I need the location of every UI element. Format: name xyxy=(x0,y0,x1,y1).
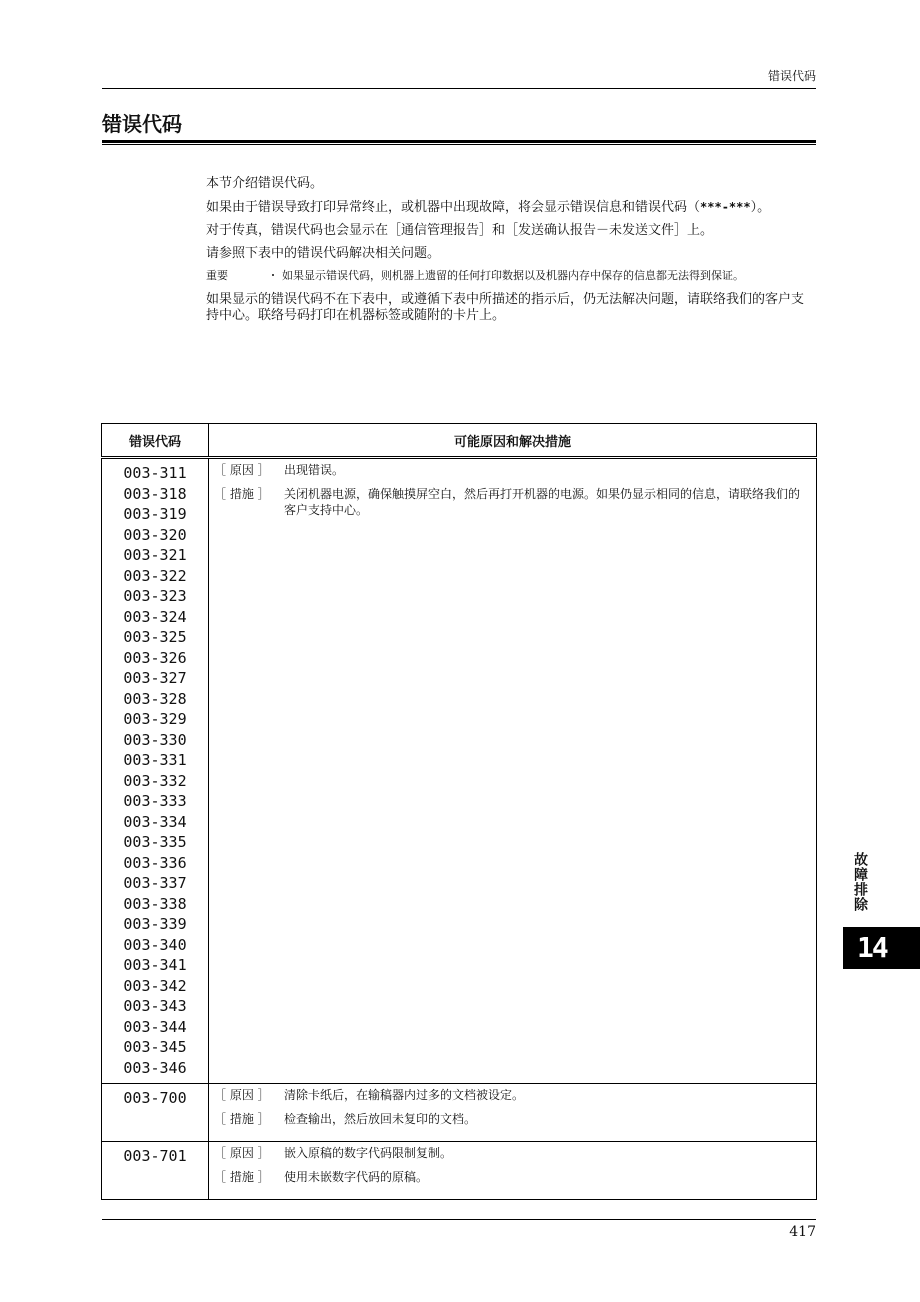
bullet-icon: ・ xyxy=(267,269,279,282)
error-code: 003-339 xyxy=(123,915,187,933)
error-code: 003-333 xyxy=(123,792,187,810)
action-text: 使用未嵌数字代码的原稿。 xyxy=(284,1170,429,1184)
error-code: 003-328 xyxy=(123,689,187,708)
error-code: 003-343 xyxy=(123,997,187,1015)
cause-text: 嵌入原稿的数字代码限制复制。 xyxy=(284,1146,453,1160)
table-row xyxy=(102,1142,817,1200)
intro-paragraph: 请参照下表中的错误代码解决相关问题。 xyxy=(206,246,441,261)
action-line xyxy=(214,1111,810,1127)
note-label: 重要 xyxy=(206,269,228,282)
error-code: 003-336 xyxy=(123,853,187,872)
chapter-tab xyxy=(843,927,920,969)
error-code: 003-321 xyxy=(123,546,187,564)
cause-tag: ［ 原因 ］ xyxy=(214,1146,270,1160)
table-row xyxy=(102,1084,817,1142)
title-divider xyxy=(102,144,816,145)
error-code: 003-700 xyxy=(123,1089,187,1107)
error-code: 003-335 xyxy=(123,833,187,851)
error-code: 003-331 xyxy=(123,751,187,769)
error-code: 003-346 xyxy=(123,1058,187,1077)
error-code: 003-329 xyxy=(123,710,187,728)
page-number: 417 xyxy=(789,1224,816,1240)
error-code-cell xyxy=(102,1142,209,1200)
error-code: 003-326 xyxy=(123,648,187,667)
error-code: 003-323 xyxy=(123,587,187,605)
cause-text: 清除卡纸后，在输稿器内过多的文档被设定。 xyxy=(284,1088,525,1102)
chapter-number: 14 xyxy=(857,931,887,964)
cause-line xyxy=(214,1145,810,1161)
error-code-table xyxy=(101,423,817,1200)
error-code: 003-330 xyxy=(123,730,187,749)
error-code: 003-318 xyxy=(123,484,187,503)
intro-paragraph: 本节介绍错误代码。 xyxy=(206,176,324,191)
error-code: 003-341 xyxy=(123,956,187,974)
error-code: 003-319 xyxy=(123,505,187,523)
intro-paragraph: 如果显示的错误代码不在下表中，或遵循下表中所描述的指示后，仍无法解决问题，请联络我们的客户支持中心。联络号码打印在机器标签或随附的卡片上。 xyxy=(206,292,805,323)
action-tag: ［ 措施 ］ xyxy=(214,1112,270,1126)
page-title: 错误代码 xyxy=(102,110,816,143)
error-code: 003-342 xyxy=(123,976,187,995)
intro-section xyxy=(206,176,810,331)
error-code: 003-340 xyxy=(123,935,187,954)
table-row xyxy=(102,458,817,1084)
error-code-cell xyxy=(102,458,209,1084)
error-code: 003-327 xyxy=(123,669,187,687)
column-header-description: 可能原因和解决措施 xyxy=(209,424,817,458)
error-code: 003-311 xyxy=(123,464,187,482)
cause-action-cell xyxy=(209,458,817,1084)
action-line xyxy=(214,1169,810,1185)
section-side-label: 故障排除 xyxy=(852,852,868,912)
note-text: 如果显示错误代码，则机器上遗留的任何打印数据以及机器内存中保存的信息都无法得到保证。 xyxy=(282,269,744,282)
footer-divider xyxy=(102,1219,816,1220)
action-text: 检查输出，然后放回未复印的文档。 xyxy=(284,1112,477,1126)
cause-tag: ［ 原因 ］ xyxy=(214,1088,270,1102)
error-code-cell xyxy=(102,1084,209,1142)
error-code: 003-334 xyxy=(123,812,187,831)
action-text: 关闭机器电源，确保触摸屏空白，然后再打开机器的电源。如果仍显示相同的信息，请联络我们的客户支持中心。 xyxy=(284,487,801,517)
error-code: 003-324 xyxy=(123,607,187,626)
error-code: 003-344 xyxy=(123,1017,187,1036)
cause-action-cell xyxy=(209,1084,817,1142)
action-line xyxy=(214,486,810,518)
column-header-code: 错误代码 xyxy=(102,424,209,458)
error-code: 003-701 xyxy=(123,1147,187,1165)
error-code: 003-320 xyxy=(123,525,187,544)
cause-text: 出现错误。 xyxy=(284,463,345,477)
cause-tag: ［ 原因 ］ xyxy=(214,463,270,477)
error-code-pattern: ***-*** xyxy=(700,200,751,214)
error-code: 003-345 xyxy=(123,1038,187,1056)
running-header: 错误代码 xyxy=(102,68,816,89)
error-code: 003-337 xyxy=(123,874,187,892)
intro-paragraph: 对于传真，错误代码也会显示在［通信管理报告］和［发送确认报告－未发送文件］上。 xyxy=(206,223,714,238)
action-tag: ［ 措施 ］ xyxy=(214,1170,270,1184)
cause-line xyxy=(214,462,810,478)
intro-text: 如果由于错误导致打印异常终止，或机器中出现故障，将会显示错误信息和错误代码（ xyxy=(206,200,701,215)
cause-action-cell xyxy=(209,1142,817,1200)
cause-line xyxy=(214,1087,810,1103)
intro-text: ）。 xyxy=(750,200,771,215)
error-code: 003-322 xyxy=(123,566,187,585)
error-code: 003-325 xyxy=(123,628,187,646)
error-code: 003-338 xyxy=(123,894,187,913)
intro-paragraph xyxy=(206,199,810,216)
error-code: 003-332 xyxy=(123,771,187,790)
important-note xyxy=(206,269,810,283)
action-tag: ［ 措施 ］ xyxy=(214,487,270,501)
table-header-row xyxy=(102,424,817,458)
